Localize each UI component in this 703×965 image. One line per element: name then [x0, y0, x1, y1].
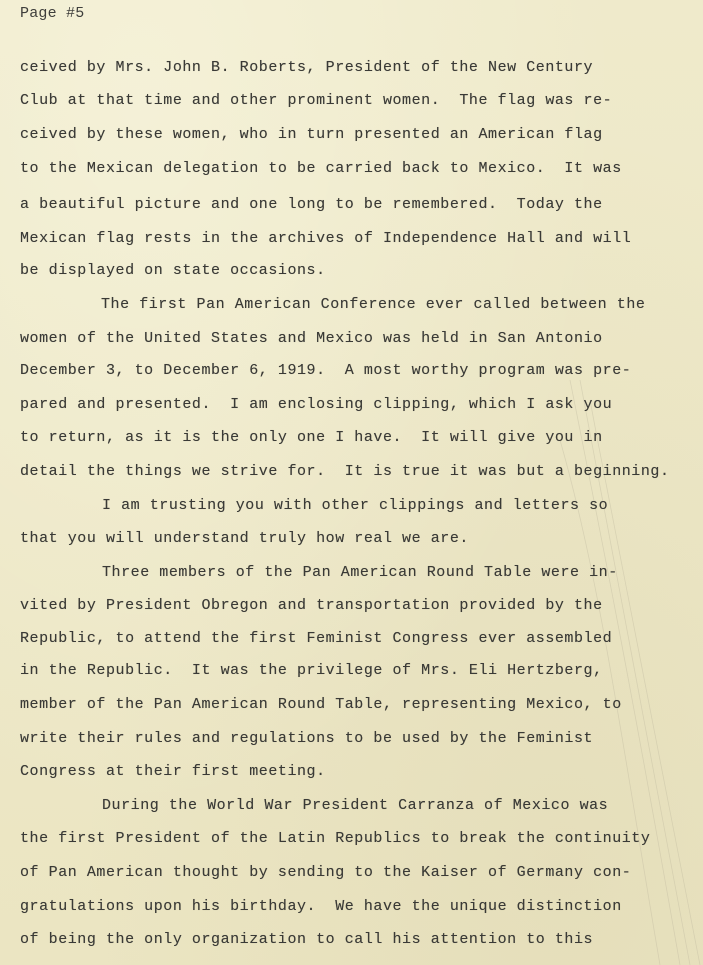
text-line: Club at that time and other prominent women. The flag was re- — [20, 92, 613, 109]
text-line: in the Republic. It was the privilege of Mrs. Eli Hertzberg, — [20, 662, 603, 679]
page-number: Page #5 — [20, 5, 85, 22]
text-line: that you will understand truly how real we are. — [20, 530, 469, 547]
text-line: December 3, to December 6, 1919. A most worthy program was pre- — [20, 362, 632, 379]
text-line: of being the only organization to call his attention to this — [20, 931, 594, 948]
text-line: I am trusting you with other clippings and letters so — [102, 497, 609, 514]
text-line: Republic, to attend the first Feminist Congress ever assembled — [20, 630, 613, 647]
text-line: of Pan American thought by sending to the Kaiser of Germany con- — [20, 864, 632, 881]
text-line: vited by President Obregon and transportation provided by the — [20, 597, 603, 614]
text-line: pared and presented. I am enclosing clipping, which I ask you — [20, 396, 613, 413]
text-line: The first Pan American Conference ever called between the — [101, 296, 646, 313]
text-line: During the World War President Carranza of Mexico was — [102, 797, 609, 814]
text-line: a beautiful picture and one long to be remembered. Today the — [20, 196, 603, 213]
text-line: ceived by Mrs. John B. Roberts, President of the New Century — [20, 59, 594, 76]
text-line: Mexican flag rests in the archives of Independence Hall and will — [20, 230, 632, 247]
text-line: be displayed on state occasions. — [20, 262, 326, 279]
text-line: the first President of the Latin Republics to break the continuity — [20, 830, 651, 847]
text-line: to the Mexican delegation to be carried back to Mexico. It was — [20, 160, 622, 177]
text-line: to return, as it is the only one I have. It will give you in — [20, 429, 603, 446]
text-line: women of the United States and Mexico was held in San Antonio — [20, 330, 603, 347]
text-line: Congress at their first meeting. — [20, 763, 326, 780]
text-line: Three members of the Pan American Round Table were in- — [102, 564, 618, 581]
text-line: write their rules and regulations to be used by the Feminist — [20, 730, 594, 747]
text-line: gratulations upon his birthday. We have the unique distinction — [20, 898, 622, 915]
text-line: detail the things we strive for. It is true it was but a beginning. — [20, 463, 670, 480]
text-line: ceived by these women, who in turn presented an American flag — [20, 126, 603, 143]
text-line: member of the Pan American Round Table, representing Mexico, to — [20, 696, 622, 713]
